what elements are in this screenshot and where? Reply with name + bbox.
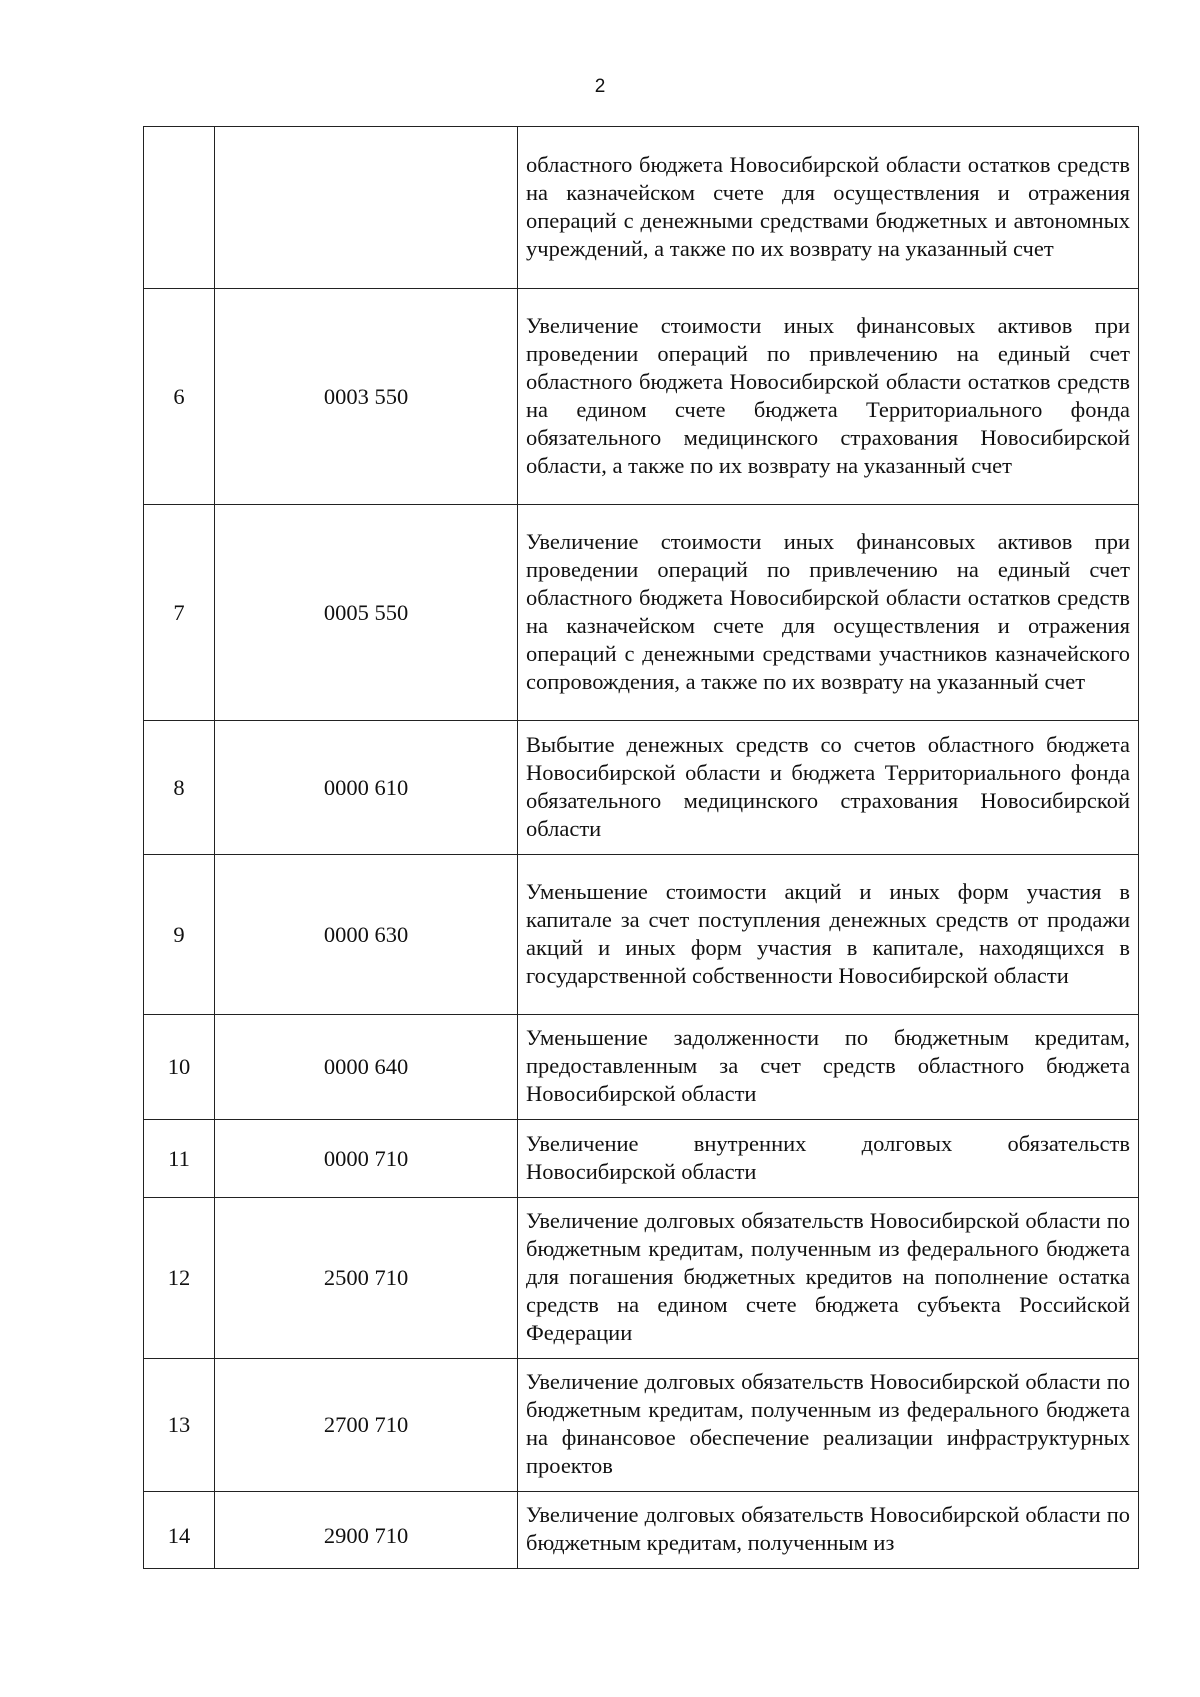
table-row bbox=[144, 1492, 1139, 1569]
row-number-cell: 7 bbox=[144, 505, 215, 721]
row-number-cell: 14 bbox=[144, 1492, 215, 1569]
description-cell: областного бюджета Новосибирской области остатков средств на казначейском счете для осуществления и отражения операций с денежными средствами бюджетных и автономных учреждений, а также по их возврату на указанный счет bbox=[518, 127, 1139, 289]
row-number-cell: 8 bbox=[144, 721, 215, 855]
row-number-cell: 9 bbox=[144, 855, 215, 1015]
code-cell: 0000 640 bbox=[215, 1015, 518, 1120]
code-cell: 0003 550 bbox=[215, 289, 518, 505]
page-number: 2 bbox=[594, 76, 606, 97]
description-cell: Уменьшение стоимости акций и иных форм участия в капитале за счет поступления денежных средств от продажи акций и иных форм участия в капитале, находящихся в государственной собственности Новосибирской области bbox=[518, 855, 1139, 1015]
table-row bbox=[144, 505, 1139, 721]
table-row bbox=[144, 289, 1139, 505]
code-cell: 0000 710 bbox=[215, 1120, 518, 1198]
row-number-cell bbox=[144, 127, 215, 289]
description-cell: Увеличение внутренних долговых обязательств Новосибирской области bbox=[518, 1120, 1139, 1198]
table-row bbox=[144, 721, 1139, 855]
code-cell: 2900 710 bbox=[215, 1492, 518, 1569]
table-row bbox=[144, 855, 1139, 1015]
description-cell: Увеличение стоимости иных финансовых активов при проведении операций по привлечению на единый счет областного бюджета Новосибирской области остатков средств на едином счете бюджета Территориального фонда обязательного медицинского страхования Новосибирской области, а также по их возврату на указанный счет bbox=[518, 289, 1139, 505]
budget-codes-table bbox=[143, 126, 1139, 1569]
description-cell: Увеличение долговых обязательств Новосибирской области по бюджетным кредитам, полученным из федерального бюджета для погашения бюджетных кредитов на пополнение остатка средств на едином счете бюджета субъекта Российской Федерации bbox=[518, 1198, 1139, 1359]
row-number-cell: 10 bbox=[144, 1015, 215, 1120]
code-cell bbox=[215, 127, 518, 289]
description-cell: Выбытие денежных средств со счетов областного бюджета Новосибирской области и бюджета Территориального фонда обязательного медицинского страхования Новосибирской области bbox=[518, 721, 1139, 855]
row-number-cell: 12 bbox=[144, 1198, 215, 1359]
table-row bbox=[144, 1198, 1139, 1359]
code-cell: 0005 550 bbox=[215, 505, 518, 721]
code-cell: 0000 610 bbox=[215, 721, 518, 855]
table-row bbox=[144, 1359, 1139, 1492]
code-cell: 2700 710 bbox=[215, 1359, 518, 1492]
description-cell: Увеличение стоимости иных финансовых активов при проведении операций по привлечению на единый счет областного бюджета Новосибирской области остатков средств на казначейском счете для осуществления и отражения операций с денежными средствами участников казначейского сопровождения, а также по их возврату на указанный счет bbox=[518, 505, 1139, 721]
code-cell: 0000 630 bbox=[215, 855, 518, 1015]
description-cell: Уменьшение задолженности по бюджетным кредитам, предоставленным за счет средств областного бюджета Новосибирской области bbox=[518, 1015, 1139, 1120]
description-cell: Увеличение долговых обязательств Новосибирской области по бюджетным кредитам, полученным из bbox=[518, 1492, 1139, 1569]
row-number-cell: 6 bbox=[144, 289, 215, 505]
code-cell: 2500 710 bbox=[215, 1198, 518, 1359]
row-number-cell: 11 bbox=[144, 1120, 215, 1198]
table-row bbox=[144, 1120, 1139, 1198]
description-cell: Увеличение долговых обязательств Новосибирской области по бюджетным кредитам, полученным из федерального бюджета на финансовое обеспечение реализации инфраструктурных проектов bbox=[518, 1359, 1139, 1492]
row-number-cell: 13 bbox=[144, 1359, 215, 1492]
table-row bbox=[144, 127, 1139, 289]
table-row bbox=[144, 1015, 1139, 1120]
